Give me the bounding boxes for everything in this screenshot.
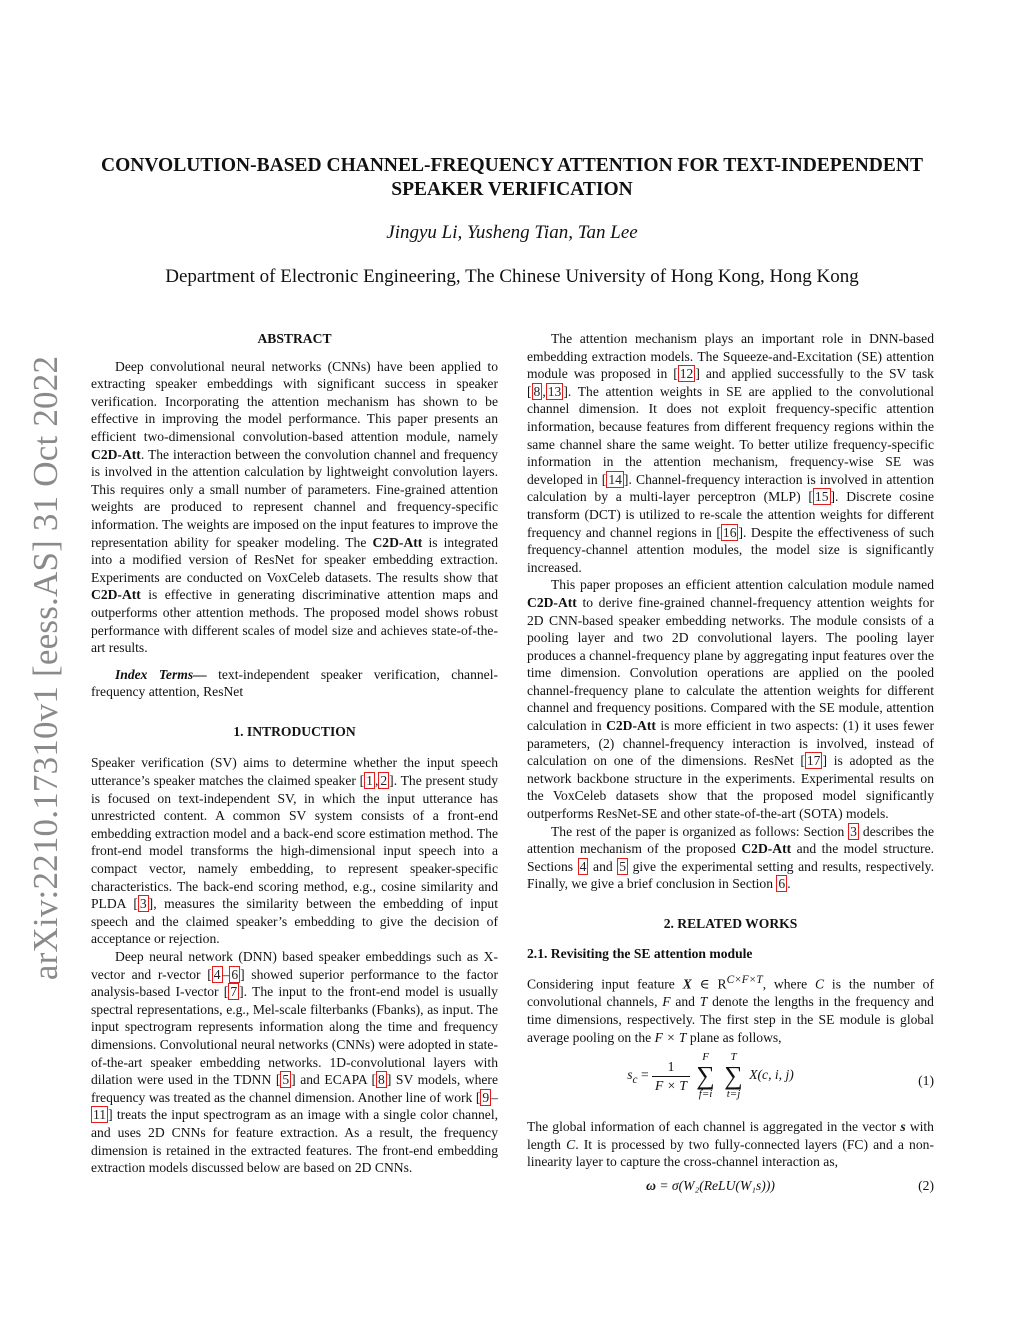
section-link[interactable]: 4 xyxy=(579,858,587,874)
citation-link[interactable]: 4 xyxy=(213,966,221,982)
citation-link[interactable]: 17 xyxy=(806,753,821,769)
arxiv-stamp xyxy=(24,348,68,988)
right-column xyxy=(527,330,934,1201)
section-link[interactable]: 5 xyxy=(619,858,627,874)
citation-link[interactable]: 16 xyxy=(722,524,737,540)
equation-1-number: (1) xyxy=(918,1073,934,1089)
citation-link[interactable]: 14 xyxy=(608,471,622,487)
citation-link[interactable]: 12 xyxy=(679,366,694,382)
arxiv-stamp-text: arXiv:2210.17310v1 [eess.AS] 31 Oct 2022 xyxy=(26,355,65,981)
equation-1: $s_c$ = $\frac{1}{F \times T}$ F ∑ f=i T ∑ t=j X(c, i, j) (1) xyxy=(627,1051,934,1101)
citation-link[interactable]: 6 xyxy=(231,966,239,982)
citation-link[interactable]: 15 xyxy=(814,489,829,505)
citation-link[interactable]: 7 xyxy=(230,984,238,1000)
citation-link[interactable]: 8 xyxy=(533,383,541,399)
subsection-heading: 2.1. Revisiting the SE attention module xyxy=(527,945,753,961)
authors: Jingyu Li, Yusheng Tian, Tan Lee xyxy=(386,222,638,243)
abstract-text: Deep convolutional neural networks (CNNs) have been applied to extracting speaker embeddings with significant success in speaker verification. Incorporating the attention mechanism has shown to be effective in improving the model performance. This paper presents an efficient two-dimensional convolution-based attention module, namely C2D-Att. The interaction between the convolution channel and frequency is involved in the attention calculation by lightweight convolution layers. This requires only a small number of parameters. Fine-grained attention weights are produced to represent channel and frequency-specific information. The weights are imposed on the input features to improve the representation ability for speaker modeling. The C2D-Att is integrated into a modified version of ResNet for speaker embedding extraction. Experiments are conducted on VoxCeleb datasets. The results show that C2D-Att is effective in generating discriminative attention maps and outperforms other attention methods. The proposed model shows robust performance with different scales of model size and achieves state-of-the-art results. xyxy=(91,358,498,656)
related-heading: 2. RELATED WORKS xyxy=(663,916,798,931)
intro-paragraph-2: Deep neural network (DNN) based speaker embeddings such as X-vector and r-vector [ 4 – 6 ] showed superior performance to the factor analysis-based I-vector [ 7 ]. The input to the front-end model is usually spectral representations, e.g., Mel-scale filterbanks (Fbanks), as input. The input spectrogram represents information along the time and frequency dimensions. Convolutional neural networks (CNNs) were adopted in state-of-the-art speaker embedding networks. 1D-convolutional layers with dilation were used in the TDNN [ 5 ] and ECAPA [ 8 ] SV models, where frequency was treated as the channel dimension. Another line of work [ 9 –11 ] treats the input spectrogram as an image with a single color channel, and uses 2D CNNs for feature extraction. As a result, the frequency dimension is retained in the extracted features. The front-end embedding extraction models discussed below are based on 2D CNNs. xyxy=(91,949,498,1176)
index-terms: Index Terms— text-independent speaker verification, channel-frequency attention, ResNet xyxy=(91,666,499,700)
section-link[interactable]: 6 xyxy=(778,876,786,892)
intro-paragraph-5: The rest of the paper is organized as follows: Section 3 describes the attention mechanism of the proposed C2D-Att and the model structure. Sections 4 and 5 give the experimental setting and results, respectively. Finally, we give a brief conclusion in Section 6 . xyxy=(527,823,935,892)
paper-title: CONVOLUTION-BASED CHANNEL-FREQUENCY ATTENTION FOR TEXT-INDEPENDENT SPEAKER VERIFICATION xyxy=(101,155,923,200)
citation-link[interactable]: 11 xyxy=(93,1107,107,1123)
intro-paragraph-4: This paper proposes an efficient attention calculation module named C2D-Att to derive fine-grained channel-frequency attention weights for 2D CNN-based speaker embedding networks. The module consists of a pooling layer and two 2D convolutional layers. The pooling layer produces a channel-frequency plane by aggregating input features over the time dimension. Convolution operations are applied on the pooled channel-frequency plane to calculate the attention weights for different channel and frequency positions. Compared with the SE module, attention calculation in C2D-Att is more efficient in two aspects: (1) it uses fewer parameters, (2) channel-frequency interaction is involved, instead of calculation on one of the dimensions. ResNet [ 17 ] is adopted as the network backbone structure in the experiments. Experimental results on the VoxCeleb datasets show that the proposed model significantly outperforms ResNet-SE and other state-of-the-art (SOTA) models. xyxy=(527,577,935,822)
citation-link[interactable]: 2 xyxy=(380,773,388,789)
abstract-heading: ABSTRACT xyxy=(257,331,332,346)
intro-paragraph-1: Speaker verification (SV) aims to determine whether the input speech utterance’s speaker matches the claimed speaker [ 1 , 2 ]. The present study is focused on text-independent SV, in which the input utterance has unrestricted content. A common SV system consists of a front-end embedding extraction model and a back-end score estimation method. The front-end model transforms the high-dimensional input speech into a compact vector, namely embedding, to represent speaker-specific characteristics. The back-end scoring method, e.g., cosine similarity and PLDA [ 3 ], measures the similarity between the embedding of input speech and the claimed speaker’s embedding to give the decision of acceptance or rejection. xyxy=(91,755,498,947)
related-paragraph-1: Considering input feature X ∈ $R^{C\times F\times T}$, where C is the number of convolutional channels, F and T denote the lengths in the frequency and time dimensions, respectively. The first step in the SE module is global average pooling on the F × T plane as follows, xyxy=(527,974,935,1045)
citation-link[interactable]: 3 xyxy=(139,896,147,912)
related-paragraph-2: The global information of each channel is aggregated in the vector s with length C. It is processed by two fully-connected layers (FC) and a non-linearity layer to capture the cross-channel interaction as, xyxy=(527,1119,934,1170)
citation-link[interactable]: 8 xyxy=(378,1072,385,1088)
intro-heading: 1. INTRODUCTION xyxy=(233,723,356,739)
affiliation: Department of Electronic Engineering, The Chinese University of Hong Kong, Hong Kong xyxy=(165,266,859,287)
citation-link[interactable]: 5 xyxy=(282,1072,290,1088)
citation-link[interactable]: 9 xyxy=(482,1089,490,1105)
section-link[interactable]: 3 xyxy=(850,823,857,839)
equation-2: ω = σ(W₂(ReLU(W₁s))) (2) xyxy=(646,1177,934,1193)
left-column xyxy=(91,330,498,1177)
equation-2-number: (2) xyxy=(918,1177,934,1193)
intro-paragraph-3: The attention mechanism plays an important role in DNN-based embedding extraction models. The Squeeze-and-Excitation (SE) attention module was proposed in [ 12 ] and applied successfully to the SV task [ 8 , 13 ]. The attention weights in SE are applied to the convolutional channel dimension. It does not exploit frequency-specific attention information, because features from different frequency regions within the same channel share the same weight. To better utilize frequency-specific information in the attention mechanism, frequency-wise SE was developed in [ 14 ]. Channel-frequency interaction is involved in attention calculation by a multi-layer perceptron (MLP) [ 15 ]. Discrete cosine transform (DCT) is utilized to re-scale the attention weights for different frequency and channel regions in [ 16 ]. Despite the effectiveness of such frequency-channel attention modules, the model size is significantly increased. xyxy=(527,331,935,575)
citation-link[interactable]: 13 xyxy=(547,383,562,399)
citation-link[interactable]: 1 xyxy=(366,773,373,789)
